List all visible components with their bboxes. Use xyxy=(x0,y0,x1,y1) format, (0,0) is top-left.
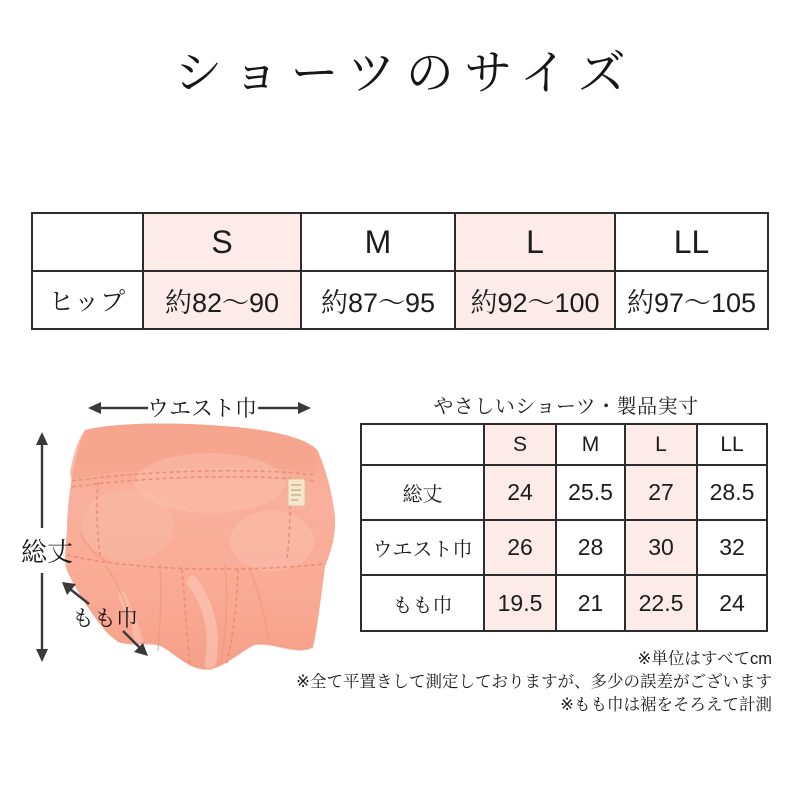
page-title: ショーツのサイズ xyxy=(174,45,637,101)
hip-value-s: 約82〜90 xyxy=(142,270,300,328)
footnotes xyxy=(296,648,772,717)
hip-table-header-l: L xyxy=(454,214,614,270)
shorts-photo-illustration xyxy=(65,423,335,669)
thigh-width-label: もも巾 xyxy=(71,606,139,631)
row-label-thigh-width: もも巾 xyxy=(362,574,483,630)
hip-size-table xyxy=(31,212,769,330)
product-measurements-table xyxy=(360,423,768,632)
thigh-width-l: 22.5 xyxy=(624,574,696,630)
waist-width-l: 30 xyxy=(624,519,696,574)
note-thigh: ※もも巾は裾をそろえて計測 xyxy=(560,696,772,714)
waist-width-ll: 32 xyxy=(696,519,766,574)
waist-width-s: 26 xyxy=(483,519,555,574)
hip-table-corner-cell xyxy=(33,214,142,270)
hip-value-m: 約87〜95 xyxy=(300,270,454,328)
product-table-header-s: S xyxy=(483,425,555,464)
total-length-m: 25.5 xyxy=(555,464,624,519)
total-length-label: 総丈 xyxy=(20,537,74,567)
product-table-header-l: L xyxy=(624,425,696,464)
product-table-header-ll: LL xyxy=(696,425,766,464)
product-table-title: やさしいショーツ・製品実寸 xyxy=(433,396,699,418)
thigh-width-ll: 24 xyxy=(696,574,766,630)
hip-value-l: 約92〜100 xyxy=(454,270,614,328)
waist-width-m: 28 xyxy=(555,519,624,574)
total-length-ll: 28.5 xyxy=(696,464,766,519)
hip-table-row-label: ヒップ xyxy=(33,270,142,328)
note-units: ※単位はすべてcm xyxy=(637,650,772,668)
product-measurement-figure xyxy=(10,383,350,683)
hip-table-header-ll: LL xyxy=(614,214,767,270)
thigh-width-m: 21 xyxy=(555,574,624,630)
total-length-l: 27 xyxy=(624,464,696,519)
row-label-waist-width: ウエスト巾 xyxy=(362,519,483,574)
product-table-corner-cell xyxy=(362,425,483,464)
hip-table-header-m: M xyxy=(300,214,454,270)
thigh-width-s: 19.5 xyxy=(483,574,555,630)
hip-table-header-s: S xyxy=(142,214,300,270)
row-label-total-length: 総丈 xyxy=(362,464,483,519)
brand-tag xyxy=(288,479,305,506)
note-measurement: ※全て平置きして測定しておりますが、多少の誤差がございます xyxy=(296,673,772,691)
waist-width-label: ウエスト巾 xyxy=(146,396,258,421)
hip-value-ll: 約97〜105 xyxy=(614,270,767,328)
product-table-header-m: M xyxy=(555,425,624,464)
total-length-s: 24 xyxy=(483,464,555,519)
